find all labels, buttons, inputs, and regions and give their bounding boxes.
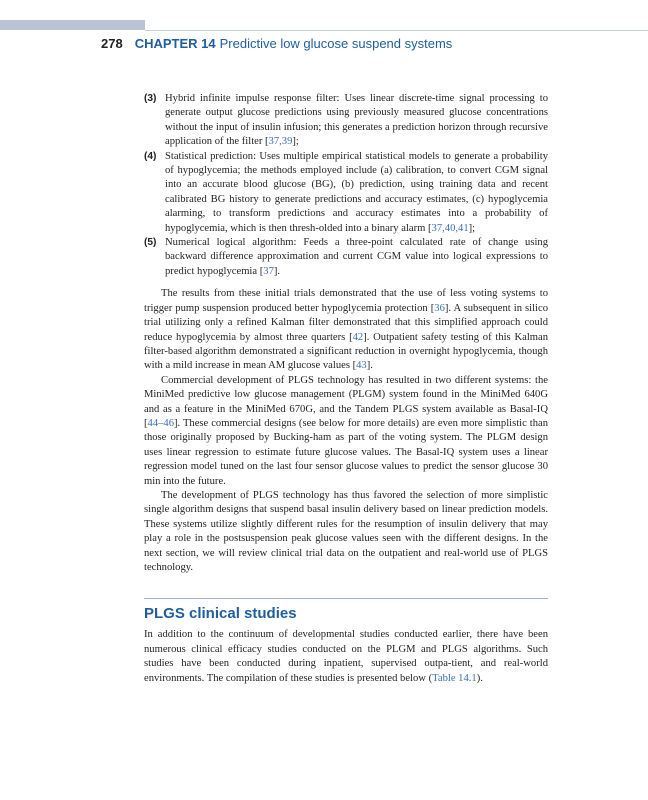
text-run: ]. A subsequent in silico trial utilizing only a refined Kalman filter demonstrated that this simplified approach could reduce hypoglycemia by almost three quarters [: [144, 302, 548, 343]
section-paragraph: [144, 628, 548, 686]
text-run: Hybrid infinite impulse response filter: Uses linear discrete-time signal processing to generate output glucose predictions using previously measured glucose concentrations without the input of insulin infusion; this generates a prediction horizon through recursive application of the filter [: [165, 93, 548, 148]
table-reference-link[interactable]: Table 14.1: [432, 672, 477, 684]
text-run: ).: [476, 672, 483, 684]
page-body: [144, 92, 548, 686]
header-accent-bar: [0, 20, 145, 30]
header-rule: [145, 30, 648, 31]
body-paragraph: [144, 374, 548, 489]
text-run: ]. These commercial designs (see below for more details) are even more simplistic than those originally proposed by Bucking-ham as part of the voting system. The PLGM design uses linear regression to estimate future glucose values. The Basal-IQ system uses a linear regression model tuned on the last four sensor glucose values to predict the sensor glucose 30 min into the future.: [144, 417, 548, 487]
text-run: ]. Outpatient safety testing of this Kalman filter-based algorithm demonstrated a significant reduction in overnight hypoglycemia, though with a mild increase in mean AM glucose values [: [144, 331, 549, 372]
page-number: 278: [101, 36, 123, 51]
list-item: [144, 150, 548, 236]
running-header: [101, 36, 452, 52]
text-run: ];: [292, 136, 299, 148]
list-item: [144, 236, 548, 279]
text-run: Commercial development of PLGS technology has resulted in two different systems: the MiniMed predictive low glucose management (PLGM) system found in the MiniMed 640G and as a feature in the MiniMed 670G, and the Tandem PLGS system available as Basal-IQ [: [144, 374, 548, 429]
body-paragraph: [144, 489, 548, 575]
chapter-label: CHAPTER 14: [134, 36, 216, 51]
list-item: [144, 92, 548, 150]
spacer: [144, 279, 548, 287]
citation-link[interactable]: 36: [434, 302, 445, 314]
text-run: The development of PLGS technology has thus favored the selection of more simplistic single algorithm designs that suspend basal insulin delivery based on linear prediction models. These systems utilize slightly different rules for the resumption of insulin delivery that may play a role in the postsuspension peak glucose values seen with the different designs. In the next section, we will review clinical trial data on the outpatient and real-world use of PLGS technology.: [144, 489, 548, 573]
text-run: Statistical prediction: Uses multiple empirical statistical models to generate a probability of hypoglycemia; the methods employed include (a) calibration, to convert CGM signal into an accurate blood glucose (BG), (b) prediction, using training data and recent calibrated BG history to generate predictions and accuracy estimates, (c) hypoglycemia alarming, to transform predictions and accuracy estimates into a probability of hypoglycemia, which is then thresh-olded into a binary alarm [: [165, 150, 548, 234]
citation-link[interactable]: 37,40,41: [431, 222, 469, 234]
body-paragraph: [144, 287, 548, 373]
section-divider: [144, 598, 548, 599]
text-run: Numerical logical algorithm: Feeds a three-point calculated rate of change using backward difference approximation and current CGM value into logical expressions to predict hypoglycemia [: [165, 237, 548, 277]
list-number: (5): [144, 237, 157, 249]
text-run: ];: [468, 222, 476, 234]
list-number: (4): [144, 150, 157, 162]
citation-link[interactable]: 37,39: [268, 136, 293, 148]
text-run: ].: [273, 265, 281, 277]
text-run: In addition to the continuum of developmental studies conducted earlier, there have been numerous clinical efficacy studies conducted on the PLGM and PLGS algorithms. Such studies have been conducted during inpatient, supervised outpa-tient, and real-world environments. The compilation of these studies is presented below (: [144, 629, 548, 684]
citation-link[interactable]: 44–46: [147, 417, 175, 429]
citation-link[interactable]: 37: [263, 265, 274, 277]
chapter-title: Predictive low glucose suspend systems: [219, 36, 453, 51]
list-number: (3): [144, 93, 157, 104]
text-run: The results from these initial trials demonstrated that the use of less voting systems to trigger pump suspension produced better hypoglycemia protection [: [144, 288, 548, 314]
citation-link[interactable]: 42: [352, 331, 364, 343]
citation-link[interactable]: 43: [356, 360, 367, 372]
text-run: ].: [366, 360, 373, 372]
section-heading: PLGS clinical studies: [144, 605, 297, 623]
